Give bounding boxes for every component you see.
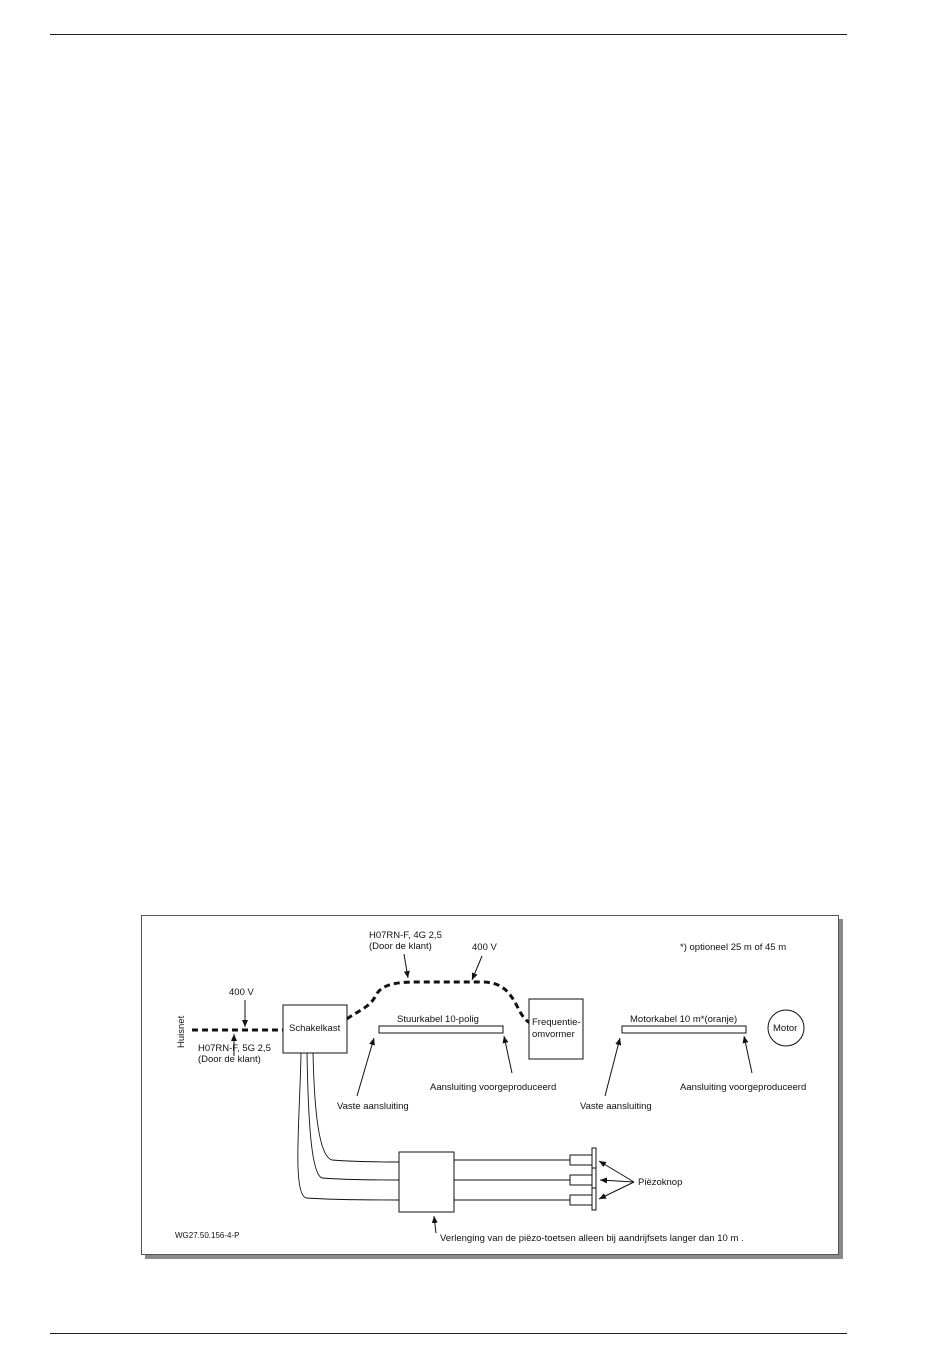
piezo-pointer-2	[600, 1180, 634, 1182]
motor-label: Motor	[773, 1023, 798, 1034]
supply-cable-note: (Door de klant)	[198, 1054, 261, 1065]
fixed-connection-1-label: Vaste aansluiting	[337, 1101, 409, 1112]
extension-note: Verlenging van de piëzo-toetsen alleen bij aandrijfsets langer dan 10 m .	[440, 1233, 744, 1244]
footnote-text: *) optioneel 25 m of 45 m	[680, 942, 787, 953]
piezo-button-3	[570, 1188, 596, 1210]
control-cable-label: Stuurkabel 10-polig	[397, 1014, 479, 1025]
wiring-diagram-svg	[142, 916, 838, 1254]
supply-cable-type: H07RN-F, 5G 2,5	[198, 1043, 271, 1054]
switchbox-label: Schakelkast	[289, 1023, 341, 1034]
voltage-top-arrow	[472, 956, 482, 980]
piezo-pointer-1	[599, 1161, 634, 1182]
piezo-button-1	[570, 1148, 596, 1170]
footer-rule	[50, 1333, 847, 1334]
link-cable-arrow	[404, 954, 408, 978]
link-cable-type: H07RN-F, 4G 2,5	[369, 930, 442, 941]
piezo-pointer-3	[599, 1182, 634, 1199]
extension-note-arrow	[434, 1216, 436, 1233]
header-rule	[50, 34, 847, 35]
drawing-code: WG27.50.156-4-P	[175, 1231, 240, 1240]
control-cable-bar	[379, 1026, 503, 1033]
inverter-label-line2: omvormer	[532, 1029, 575, 1040]
wiring-diagram	[141, 915, 839, 1255]
inverter-label-line1: Frequentie-	[532, 1017, 581, 1028]
piezo-wire-3	[298, 1053, 399, 1200]
huisnet-label: Huisnet	[176, 1015, 187, 1048]
motor-cable-bar	[622, 1026, 746, 1033]
piezo-button-2	[570, 1168, 596, 1190]
extension-box	[399, 1152, 454, 1212]
motor-cable-label: Motorkabel 10 m*(oranje)	[630, 1014, 738, 1025]
link-cable-note: (Door de klant)	[369, 941, 432, 952]
fixed-connection-2-arrow	[605, 1038, 620, 1096]
preproduced-connection-1-arrow	[504, 1036, 512, 1073]
voltage-left-label: 400 V	[229, 987, 254, 998]
piezo-button-label: Piëzoknop	[638, 1177, 683, 1188]
fixed-connection-1-arrow	[357, 1038, 374, 1096]
preproduced-connection-1-label: Aansluiting voorgeproduceerd	[430, 1082, 557, 1093]
preproduced-connection-2-arrow	[744, 1036, 752, 1073]
voltage-top-label: 400 V	[472, 942, 497, 953]
preproduced-connection-2-label: Aansluiting voorgeproduceerd	[680, 1082, 807, 1093]
fixed-connection-2-label: Vaste aansluiting	[580, 1101, 652, 1112]
